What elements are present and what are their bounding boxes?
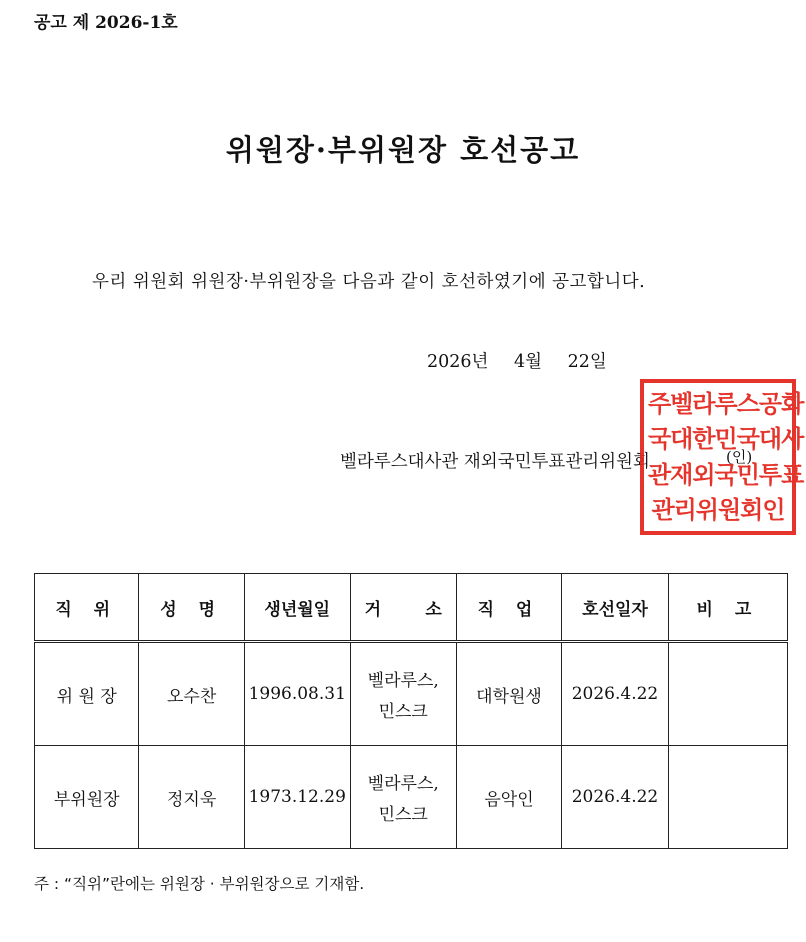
seal-line: 관리위원회인 <box>651 496 785 525</box>
address-line: 민스크 <box>378 702 428 722</box>
official-seal <box>640 379 804 535</box>
seal-line: 관재외국민투표 <box>648 460 804 489</box>
header-birthdate: 생년월일 <box>244 574 350 642</box>
cell-position: 위 원 장 <box>35 642 139 746</box>
cell-elected-date: 2026.4.22 <box>562 746 669 849</box>
cell-address <box>350 746 456 849</box>
header-address <box>350 574 456 642</box>
cell-position: 부위원장 <box>35 746 139 849</box>
seal-line: 주벨라루스공화 <box>648 389 804 418</box>
date-month: 4월 <box>514 352 543 372</box>
table-row <box>35 642 788 746</box>
document-title: 위원장·부위원장 호선공고 <box>225 133 581 167</box>
cell-birthdate: 1996.08.31 <box>244 642 350 746</box>
table-header-row <box>35 574 788 642</box>
seal-line: 국대한민국대사 <box>648 425 804 454</box>
cell-job: 음악인 <box>456 746 561 849</box>
date-year: 2026년 <box>427 352 489 372</box>
header-address-part1: 거 <box>364 599 382 620</box>
cell-name: 정지욱 <box>139 746 244 849</box>
notice-number: 공고 제 2026-1호 <box>34 13 178 33</box>
announcement-date <box>427 348 621 373</box>
cell-job: 대학원생 <box>456 642 561 746</box>
cell-note <box>668 642 787 746</box>
address-line: 벨라루스, <box>367 671 439 691</box>
cell-elected-date: 2026.4.22 <box>562 642 669 746</box>
date-day: 22일 <box>567 352 607 372</box>
announcement-text: 우리 위원회 위원장·부위원장을 다음과 같이 호선하였기에 공고합니다. <box>92 272 646 292</box>
header-note: 비 고 <box>668 574 787 642</box>
table-row <box>35 746 788 849</box>
header-job: 직 업 <box>456 574 561 642</box>
header-address-part2: 소 <box>425 599 442 620</box>
address-line: 벨라루스, <box>367 774 439 794</box>
header-elected-date: 호선일자 <box>562 574 669 642</box>
committee-name: 벨라루스대사관 재외국민투표관리위원회 <box>340 452 650 472</box>
header-name: 성 명 <box>139 574 244 642</box>
address-line: 민스크 <box>378 805 428 825</box>
officers-table <box>34 573 788 849</box>
header-position: 직 위 <box>35 574 139 642</box>
seal-mark: (인) <box>726 448 753 466</box>
cell-address <box>350 642 456 746</box>
cell-name: 오수찬 <box>139 642 244 746</box>
cell-birthdate: 1973.12.29 <box>244 746 350 849</box>
footnote: 주 : “직위”란에는 위원장 · 부위원장으로 기재함. <box>34 875 365 893</box>
cell-note <box>668 746 787 849</box>
